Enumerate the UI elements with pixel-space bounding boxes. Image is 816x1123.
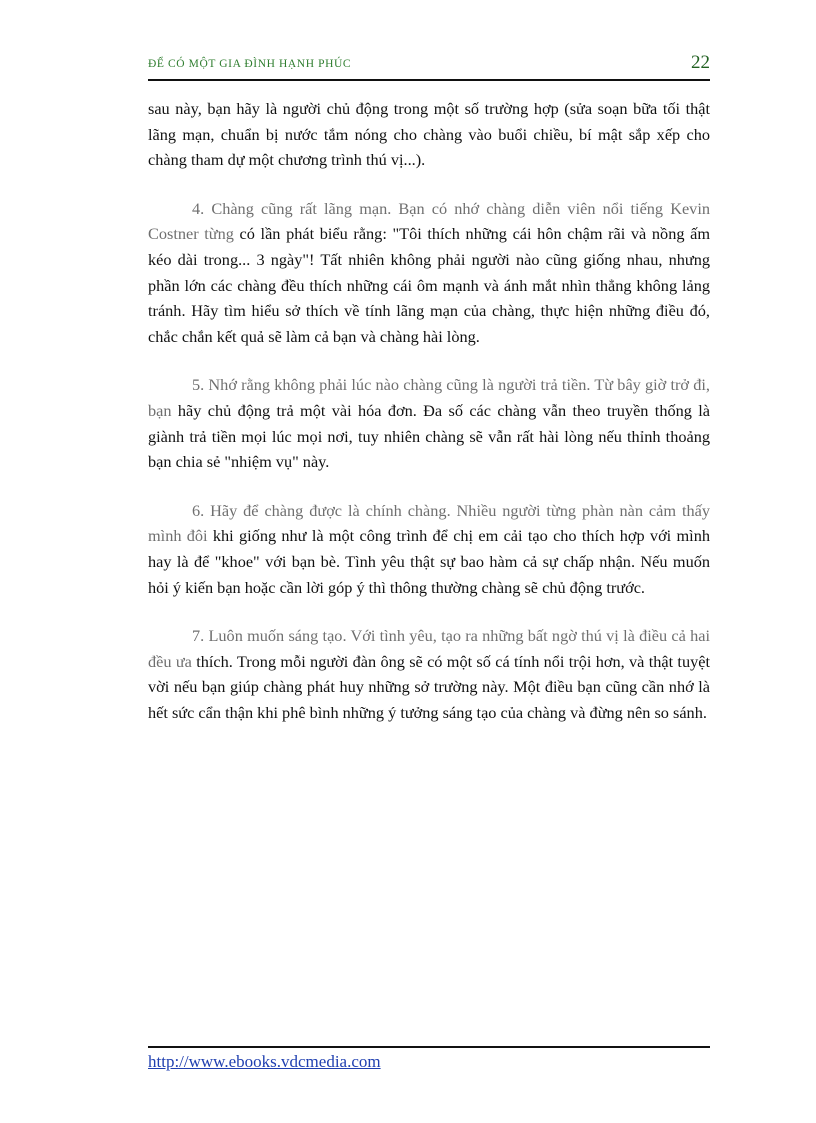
footer-url-link[interactable]: http://www.ebooks.vdcmedia.com <box>148 1052 381 1071</box>
paragraph-tip-5 <box>148 372 710 474</box>
page-header <box>148 52 710 78</box>
paragraph-tip-7 <box>148 623 710 725</box>
footer-divider <box>148 1046 710 1048</box>
page-number: 22 <box>691 52 710 73</box>
paragraph-lead: 7. Luôn muốn sáng tạo. Với tình yêu, tạo ra những bất ngờ thú vị là điều cả hai đều ưa <box>148 626 710 671</box>
paragraph-lead: 4. Chàng cũng rất lãng mạn. Bạn có nhớ chàng diễn viên nổi tiếng Kevin Costner từng <box>148 198 710 244</box>
paragraph-text: thích. Trong mỗi người đàn ông sẽ có một số cá tính nổi trội hơn, và thật tuyệt vời nếu bạn giúp chàng phát huy những sở trường này. Một điều bạn cũng cần nhớ là hết sức cẩn thận khi phê bình những ý tưởng sáng tạo của chàng và đừng nên so sánh. <box>148 651 710 722</box>
paragraph-lead: 5. Nhớ rằng không phải lúc nào chàng cũng là người trả tiền. Từ bây giờ trở đi, bạn <box>148 375 710 420</box>
paragraph-text: có lần phát biểu rằng: "Tôi thích những cái hôn chậm rãi và nồng ấm kéo dài trong... 3 ngày"! Tất nhiên không phải người nào cũng giống nhau, nhưng phần lớn các chàng đều thích những cái ôm mạnh và ánh mắt nhìn thẳng không lảng tránh. Hãy tìm hiểu sở thích về tính lãng mạn của chàng, thực hiện những điều đó, chắc chắn kết quả sẽ làm cả bạn và chàng hài lòng. <box>148 224 711 346</box>
page-body <box>148 96 710 748</box>
paragraph-tip-6 <box>148 498 710 600</box>
running-title: ĐỂ CÓ MỘT GIA ĐÌNH HẠNH PHÚC <box>148 58 352 70</box>
header-divider <box>148 79 710 81</box>
paragraph-text: hãy chủ động trả một vài hóa đơn. Đa số các chàng vẫn theo truyền thống là giành trả tiền mọi lúc mọi nơi, tuy nhiên chàng sẽ vẫn rất hài lòng nếu thỉnh thoảng bạn chia sẻ "nhiệm vụ" này. <box>148 400 710 472</box>
paragraph-tip-4 <box>148 196 710 350</box>
paragraph-continuation <box>148 96 710 173</box>
paragraph-lead: 6. Hãy để chàng được là chính chàng. Nhiều người từng phàn nàn cảm thấy mình đôi <box>148 500 710 546</box>
paragraph-text: sau này, bạn hãy là người chủ động trong một số trường hợp (sửa soạn bữa tối thật lãng mạn, chuẩn bị nước tắm nóng cho chàng vào buổi chiều, bí mật sắp xếp cho chàng tham dự một chương trình thú vị...). <box>148 99 710 170</box>
paragraph-text: khi giống như là một công trình để chị em cải tạo cho thích hợp với mình hay là để "khoe" với bạn bè. Tình yêu thật sự bao hàm cả sự chấp nhận. Nếu muốn hỏi ý kiến bạn hoặc cần lời góp ý thì thông thường chàng sẽ chủ động trước. <box>148 526 710 597</box>
